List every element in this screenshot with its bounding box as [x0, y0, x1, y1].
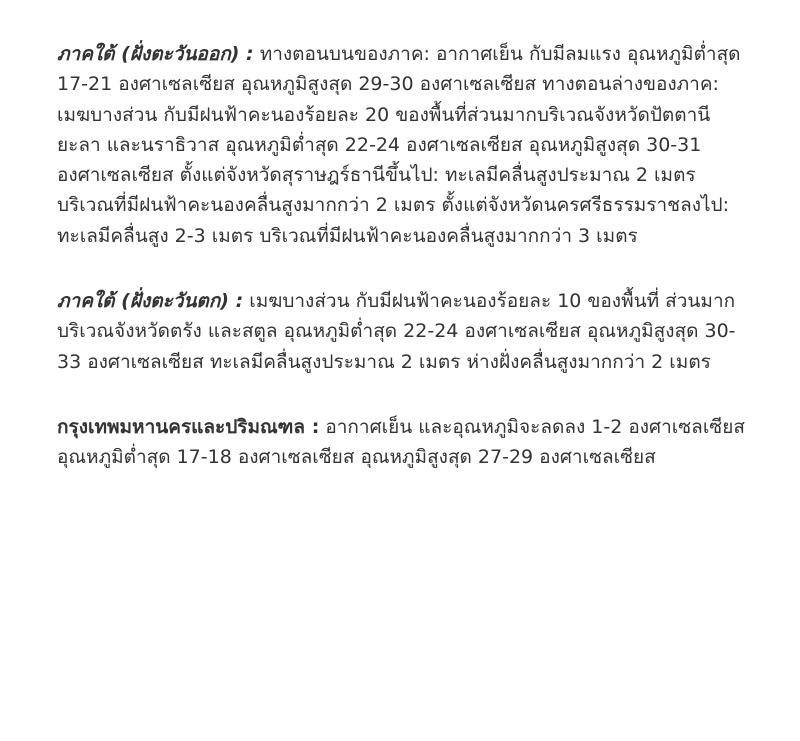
region-heading: ภาคใต้ (ฝั่งตะวันออก) : [57, 43, 254, 65]
region-forecast-text: ทางตอนบนของภาค: อากาศเย็น กับมีลมแรง อุณหภูมิต่ำสุด 17-21 องศาเซลเซียส อุณหภูมิสูงสุด 29-30 องศาเซลเซียส ทางตอนล่างของภาค: เมฆบางส่วน กับมีฝนฟ้าคะนองร้อยละ 20 ของพื้นที่ส่วนมากบริเวณจังหวัดปัตตานี ยะลา และนราธิวาส อุณหภูมิต่ำสุด 22-24 องศาเซลเซียส อุณหภูมิสูงสุด 30-31 องศาเซลเซียส ตั้งแต่จังหวัดสุราษฎร์ธานีขึ้นไป: ทะเลมีคลื่นสูงประมาณ 2 เมตร บริเวณที่มีฝนฟ้าคะนองคลื่นสูงมากกว่า 2 เมตร ตั้งแต่จังหวัดนครศรีธรรมราชลงไป: ทะเลมีคลื่นสูง 2-3 เมตร บริเวณที่มีฝนฟ้าคะนองคลื่นสูงมากกว่า 3 เมตร [57, 43, 741, 247]
region-forecast-text: เมฆบางส่วน กับมีฝนฟ้าคะนองร้อยละ 10 ของพื้นที่ ส่วนมากบริเวณจังหวัดตรัง และสตูล อุณหภูมิต่ำสุด 22-24 องศาเซลเซียส อุณหภูมิสูงสุด 30-33 องศาเซลเซียส ทะเลมีคลื่นสูงประมาณ 2 เมตร ห่างฝั่งคลื่นสูงมากกว่า 2 เมตร [57, 290, 736, 373]
forecast-bangkok [57, 412, 747, 473]
forecast-south-west [57, 286, 747, 377]
region-forecast-text: อากาศเย็น และอุณหภูมิจะลดลง 1-2 องศาเซลเซียส อุณหภูมิต่ำสุด 17-18 องศาเซลเซียส อุณหภูมิสูงสุด 27-29 องศาเซลเซียส [57, 415, 745, 469]
region-heading: ภาคใต้ (ฝั่งตะวันตก) : [57, 290, 244, 313]
region-heading: กรุงเทพมหานครและปริมณฑล : [57, 415, 320, 438]
forecast-south-east [57, 39, 747, 251]
forecast-article [57, 39, 747, 473]
